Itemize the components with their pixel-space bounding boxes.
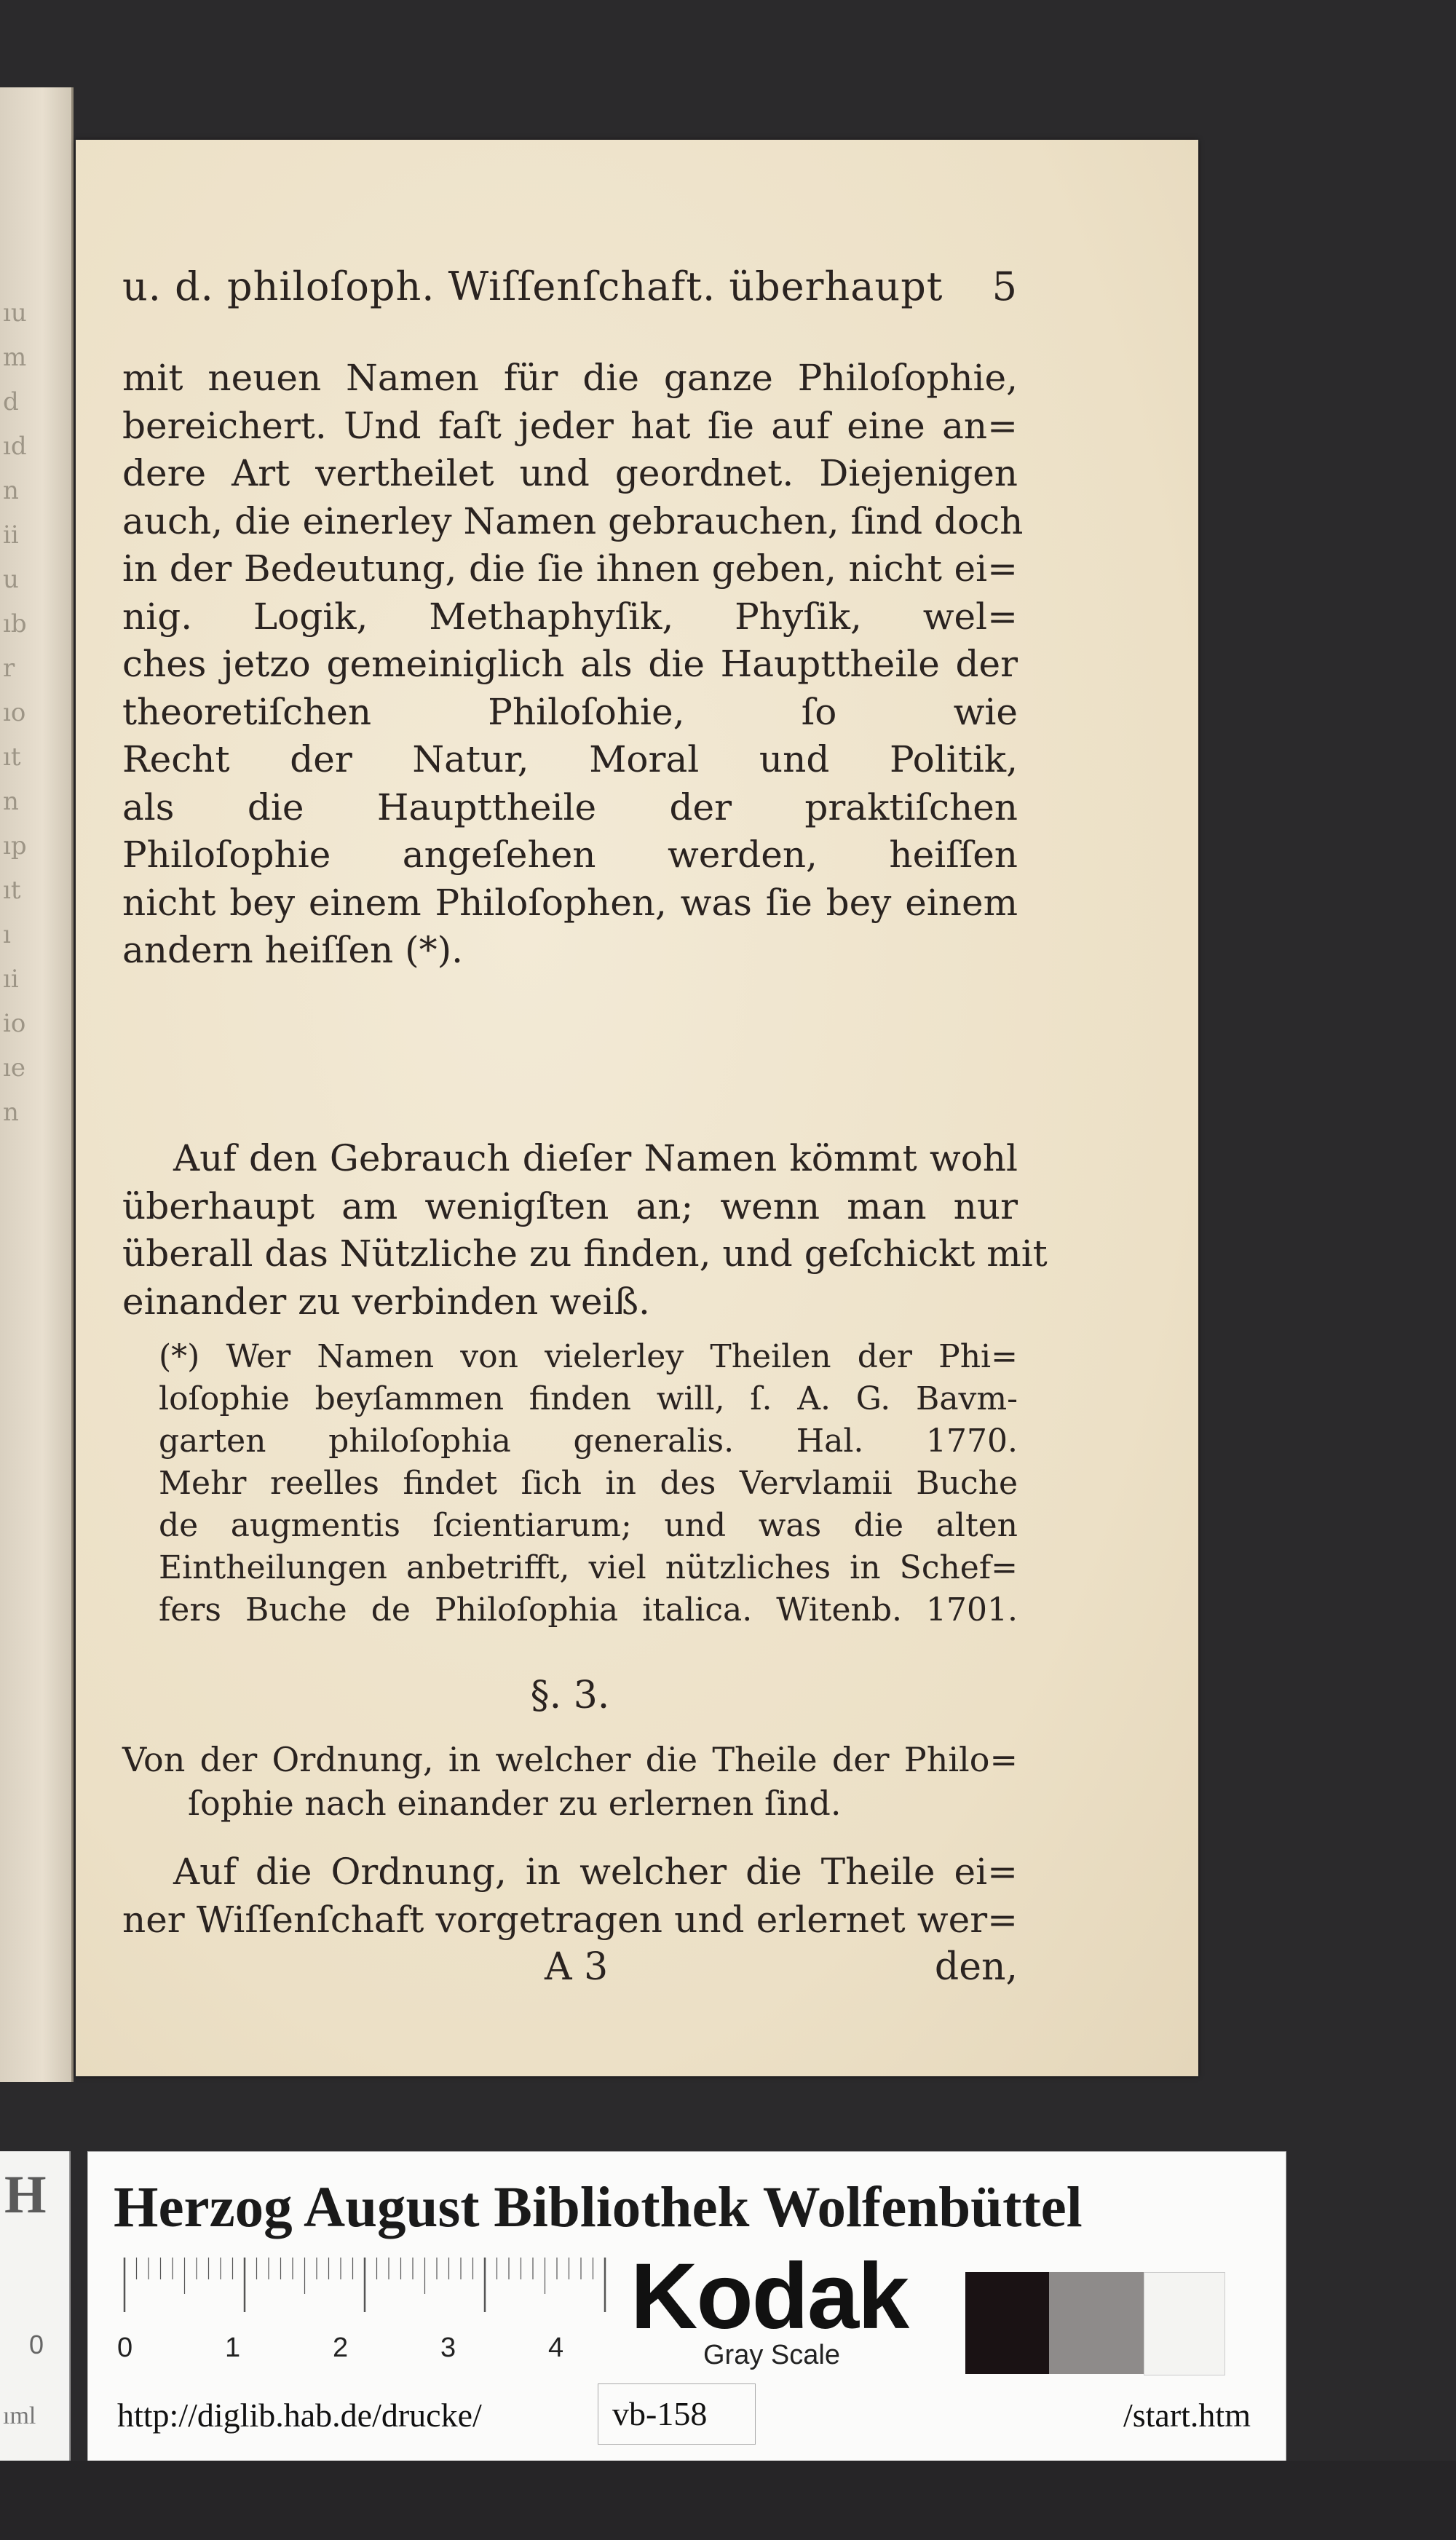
edge-fragment: n — [3, 1098, 19, 1127]
text-line: überall das Nützliche zu finden, und geſchickt mit — [122, 1233, 1048, 1275]
footnote-line: loſophie beyſammen finden will, ſ. A. G. Bavm- — [159, 1380, 1018, 1417]
scanner-bed-bottom — [0, 2461, 1456, 2540]
text-line: Recht der Natur, Moral und Politik, — [122, 738, 1018, 780]
text-line: ches jetzo gemeiniglich als die Haupttheile der — [122, 643, 1018, 685]
edge-fragment: io — [3, 1009, 26, 1038]
ruler-scale — [121, 2258, 609, 2316]
text-line: als die Haupttheile der praktiſchen — [122, 786, 1018, 828]
kodak-logo: Kodak — [630, 2244, 909, 2349]
paragraph-3 — [122, 1848, 1018, 1944]
edge-fragment: ı — [3, 920, 11, 949]
text-line: in der Bedeutung, die ſie ihnen geben, nicht ei= — [122, 547, 1018, 590]
text-line: andern heiſſen (*). — [122, 929, 463, 971]
adjacent-page-edge — [0, 87, 74, 2082]
strip-fragment: ıml — [3, 2402, 36, 2429]
running-header-title: u. d. philoſoph. Wiſſenſchaft. überhaupt — [122, 264, 943, 309]
edge-fragment: u — [3, 565, 19, 594]
text-line: Auf den Gebrauch dieſer Namen kömmt wohl — [173, 1137, 1018, 1179]
edge-fragment: ıd — [3, 432, 27, 461]
footnote-line: (*) Wer Namen von vielerley Theilen der Phi= — [159, 1338, 1018, 1375]
text-line: dere Art vertheilet und geordnet. Diejenigen — [122, 452, 1018, 494]
section-heading — [122, 1738, 1018, 1825]
edge-fragment: r — [3, 654, 15, 683]
text-line: mit neuen Namen für die ganze Philoſophie, — [122, 357, 1018, 399]
heading-line: Von der Ordnung, in welcher die Theile der Philo= — [122, 1740, 1018, 1779]
edge-fragment: ıb — [3, 609, 27, 638]
target-left-strip — [0, 2151, 71, 2461]
text-line: nicht bey einem Philoſophen, was ſie bey einem — [122, 881, 1018, 924]
section-mark: §. 3. — [530, 1674, 610, 1717]
heading-line: ſophie nach einander zu erlernen ſind. — [188, 1784, 842, 1823]
ruler-tick-label: 1 — [225, 2333, 241, 2363]
shelfmark: vb-158 — [612, 2395, 708, 2432]
text-line: ner Wiſſenſchaft vorgetragen und erlernet wer= — [122, 1898, 1018, 1941]
text-line: Philoſophie angeſehen werden, heiſſen — [122, 834, 1018, 876]
running-header — [122, 264, 1018, 309]
footnote-line: garten philoſophia generalis. Hal. 1770. — [159, 1423, 1018, 1460]
swatch-black — [965, 2272, 1049, 2374]
url-prefix: http://diglib.hab.de/drucke/ — [117, 2397, 482, 2434]
text-line: auch, die einerley Namen gebrauchen, ſind doch — [122, 499, 1024, 542]
edge-fragment: n — [3, 476, 19, 505]
color-target-card — [87, 2151, 1286, 2462]
paragraph-1 — [122, 355, 1024, 975]
edge-fragment: m — [3, 343, 27, 372]
text-line: theoretiſchen Philoſohie, ſo wie — [122, 690, 1018, 733]
edge-fragment: ıi — [3, 965, 19, 994]
library-name: Herzog August Bibliothek Wolfenbüttel — [114, 2176, 1083, 2239]
edge-fragment: ıo — [3, 698, 26, 727]
strip-letter: H — [4, 2165, 47, 2225]
footnote-line: fers Buche de Philoſophia italica. Witenb. 1701. — [159, 1591, 1018, 1629]
ruler-tick-label: 2 — [333, 2333, 349, 2363]
text-line: Auf die Ordnung, in welcher die Theile ei= — [173, 1851, 1018, 1893]
text-line: einander zu verbinden weiß. — [122, 1280, 650, 1323]
edge-fragment: ii — [3, 521, 19, 550]
edge-fragment: d — [3, 387, 19, 416]
swatch-gray — [1049, 2272, 1144, 2374]
footnote-line: Eintheilungen anbetrifft, viel nützliches in Schef= — [159, 1549, 1018, 1586]
swatch-white — [1144, 2272, 1225, 2375]
ruler-tick-label: 0 — [117, 2333, 133, 2363]
url-suffix: /start.htm — [1123, 2397, 1251, 2434]
catchword: den, — [934, 1945, 1018, 1989]
edge-fragment: ıt — [3, 876, 21, 905]
footnote-line: Mehr reelles findet ſich in des Vervlamii Buche — [159, 1465, 1018, 1502]
strip-zero: 0 — [29, 2330, 44, 2359]
footnote-line: de augmentis ſcientiarum; und was die alten — [159, 1507, 1018, 1544]
text-line: nig. Logik, Methaphyſik, Phyſik, wel= — [122, 595, 1018, 638]
page-number: 5 — [992, 264, 1018, 309]
gray-scale-label: Gray Scale — [703, 2340, 840, 2370]
paragraph-2 — [122, 1135, 1048, 1326]
signature-mark: A 3 — [545, 1945, 609, 1989]
text-line: überhaupt am wenigſten an; wenn man nur — [122, 1184, 1018, 1227]
edge-fragment: ıp — [3, 831, 27, 860]
text-line: bereichert. Und faſt jeder hat ſie auf eine an= — [122, 404, 1018, 447]
ruler-tick-label: 4 — [548, 2333, 564, 2363]
edge-fragment: ıt — [3, 743, 21, 772]
ruler-tick-label: 3 — [440, 2333, 456, 2363]
book-page — [76, 140, 1198, 2076]
edge-fragment: ıu — [3, 298, 27, 328]
edge-fragment: n — [3, 787, 19, 816]
footnote — [122, 1336, 1018, 1631]
edge-fragment: ıe — [3, 1053, 25, 1083]
